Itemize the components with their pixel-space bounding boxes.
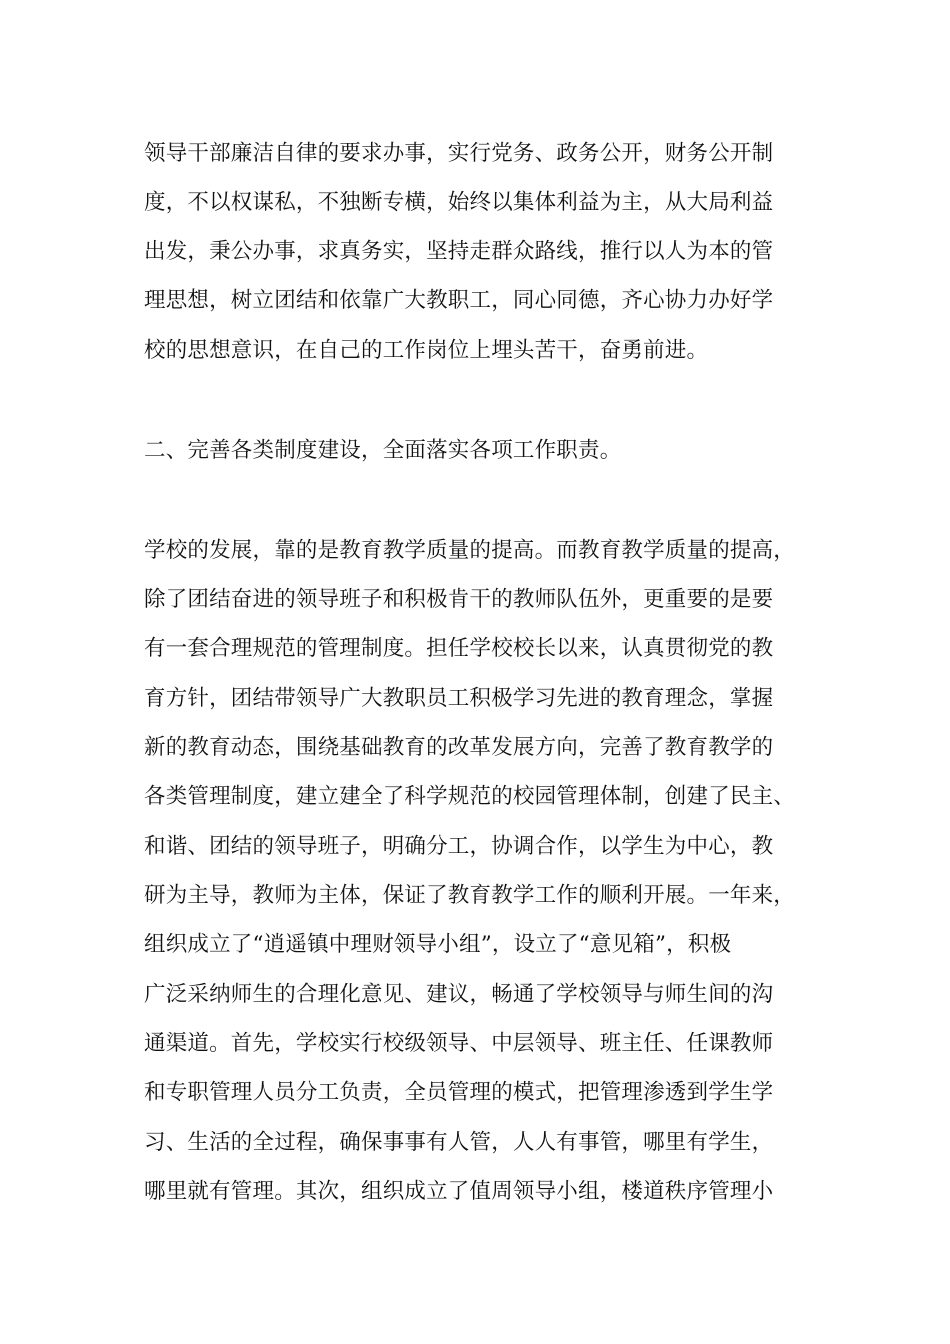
text-line: 育方针，团结带领导广大教职员工积极学习先进的教育理念，掌握 xyxy=(144,686,774,711)
text-line: 各类管理制度，建立建全了科学规范的校园管理体制，创建了民主、 xyxy=(144,784,796,809)
text-line: 学校的发展，靠的是教育教学质量的提高。而教育教学质量的提高， xyxy=(144,538,796,563)
text-line: 和谐、团结的领导班子，明确分工，协调合作，以学生为中心，教 xyxy=(144,834,774,859)
text-line: 研为主导，教师为主体，保证了教育教学工作的顺利开展。一年来， xyxy=(144,883,796,908)
text-line: 度，不以权谋私，不独断专横，始终以集体利益为主，从大局利益 xyxy=(144,190,774,215)
text-line: 校的思想意识，在自己的工作岗位上埋头苦干，奋勇前进。 xyxy=(144,338,709,363)
text-line: 哪里就有管理。其次，组织成立了值周领导小组，楼道秩序管理小 xyxy=(144,1179,774,1204)
text-line: 组织成立了“逍遥镇中理财领导小组”，设立了“意见箱”，积极 xyxy=(144,932,732,957)
text-line: 理思想，树立团结和依靠广大教职工，同心同德，齐心协力办好学 xyxy=(144,288,774,313)
text-line: 出发，秉公办事，求真务实，坚持走群众路线，推行以人为本的管 xyxy=(144,239,774,264)
text-line: 习、生活的全过程，确保事事有人管，人人有事管，哪里有学生， xyxy=(144,1130,774,1155)
text-line: 新的教育动态，围绕基础教育的改革发展方向，完善了教育教学的 xyxy=(144,735,774,760)
text-line: 除了团结奋进的领导班子和积极肯干的教师队伍外，更重要的是要 xyxy=(144,587,774,612)
text-line: 有一套合理规范的管理制度。担任学校校长以来，认真贯彻党的教 xyxy=(144,636,774,661)
text-line: 领导干部廉洁自律的要求办事，实行党务、政务公开，财务公开制 xyxy=(144,141,774,166)
section-heading: 二、完善各类制度建设，全面落实各项工作职责。 xyxy=(144,438,622,463)
text-line: 和专职管理人员分工负责，全员管理的模式，把管理渗透到学生学 xyxy=(144,1080,774,1105)
text-line: 广泛采纳师生的合理化意见、建议，畅通了学校领导与师生间的沟 xyxy=(144,982,774,1007)
text-line: 通渠道。首先，学校实行校级领导、中层领导、班主任、任课教师 xyxy=(144,1031,774,1056)
